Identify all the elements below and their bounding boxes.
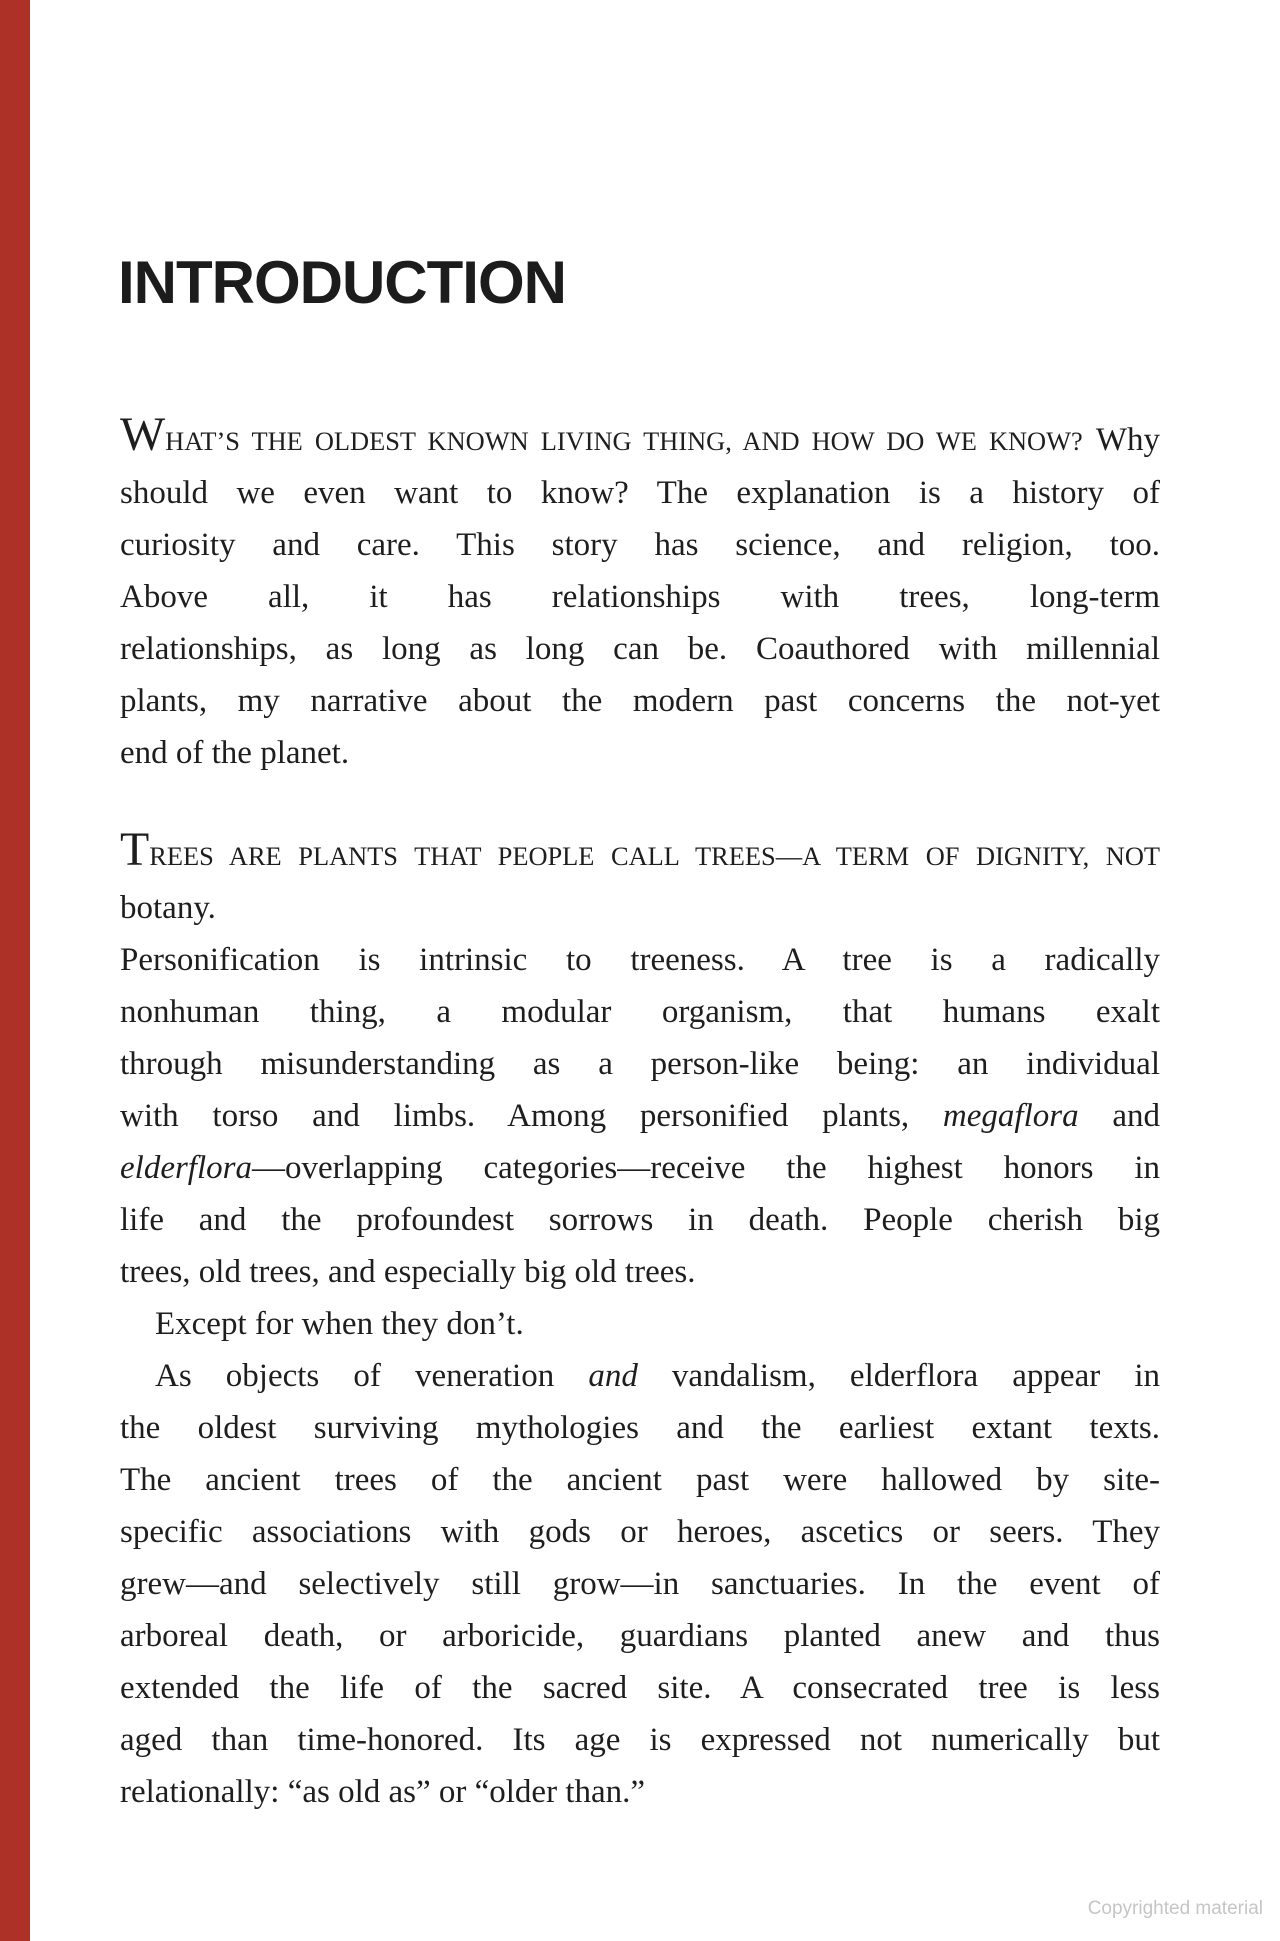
text-run: life and the profoundest sorrows in death. People cherish big (120, 1202, 1160, 1238)
text-line (120, 1506, 1160, 1558)
italic-run: megaflora (942, 1098, 1079, 1134)
text-run: extended the life of the sacred site. A consecrated tree is less (120, 1670, 1160, 1706)
copyright-watermark: Copyrighted material (1087, 1898, 1263, 1919)
text-line (120, 1558, 1160, 1610)
text-run: The ancient trees of the ancient past were hallowed by site- (120, 1462, 1160, 1498)
text-run: —overlapping categories—receive the highest honors in (251, 1150, 1160, 1186)
text-run: aged than time-honored. Its age is expressed not numerically but (120, 1722, 1160, 1758)
text-line (120, 1142, 1160, 1194)
italic-run: elderflora (120, 1150, 252, 1186)
text-run: Except for when they don’t. (155, 1306, 524, 1342)
text-run: with torso and limbs. Among personified plants, (120, 1098, 943, 1134)
text-line (120, 1350, 1160, 1402)
text-line (120, 1766, 1160, 1818)
italic-run: and (588, 1358, 638, 1394)
small-caps-run: HAT’S THE OLDEST KNOWN LIVING THING, AND HOW DO WE KNOW? (165, 426, 1083, 456)
text-run: trees, old trees, and especially big old trees. (120, 1254, 696, 1290)
text-line (120, 571, 1160, 623)
text-line (120, 1610, 1160, 1662)
text-line (120, 1714, 1160, 1766)
text-run: arboreal death, or arboricide, guardians planted anew and thus (120, 1618, 1160, 1654)
text-line (120, 1038, 1160, 1090)
text-line (120, 1298, 1160, 1350)
text-line (120, 409, 1160, 467)
text-line (120, 1090, 1160, 1142)
text-run: the oldest surviving mythologies and the earliest extant texts. (120, 1410, 1160, 1446)
text-run: and (1078, 1098, 1160, 1134)
text-line (120, 986, 1160, 1038)
text-line (120, 1246, 1160, 1298)
text-run: relationally: “as old as” or “older than.” (120, 1774, 646, 1810)
text-line (120, 1454, 1160, 1506)
text-run: botany. (120, 890, 216, 926)
small-caps-run: REES ARE PLANTS THAT PEOPLE CALL TREES—A TERM OF DIGNITY, NOT (149, 841, 1160, 871)
text-block (120, 409, 1160, 1818)
text-run: relationships, as long as long can be. Coauthored with millennial (120, 631, 1160, 667)
text-line (120, 727, 1160, 779)
text-run: Why (1082, 422, 1160, 458)
text-run: Above all, it has relationships with trees, long-term (120, 579, 1160, 615)
text-run: Personification is intrinsic to treeness. A tree is a radically (120, 942, 1160, 978)
text-run: nonhuman thing, a modular organism, that humans exalt (120, 994, 1160, 1030)
text-run: plants, my narrative about the modern past concerns the not-yet (120, 683, 1160, 719)
text-run: curiosity and care. This story has science, and religion, too. (120, 527, 1160, 563)
text-line (120, 623, 1160, 675)
text-line (120, 1662, 1160, 1714)
text-run: As objects of veneration (155, 1358, 589, 1394)
lead-capital: T (120, 823, 150, 876)
chapter-title: INTRODUCTION (118, 249, 566, 316)
text-run: through misunderstanding as a person-like being: an individual (120, 1046, 1160, 1082)
text-run: specific associations with gods or heroes, ascetics or seers. They (120, 1514, 1160, 1550)
book-cover-edge (0, 0, 30, 1941)
text-line (120, 675, 1160, 727)
text-line (120, 1402, 1160, 1454)
text-run: grew—and selectively still grow—in sanctuaries. In the event of (120, 1566, 1160, 1602)
paragraph (120, 1350, 1160, 1818)
text-line (120, 824, 1160, 934)
text-run: end of the planet. (120, 735, 350, 771)
text-run: vandalism, elderflora appear in (637, 1358, 1160, 1394)
text-line (120, 1194, 1160, 1246)
text-run: should we even want to know? The explanation is a history of (120, 475, 1160, 511)
text-line (120, 467, 1160, 519)
paragraph (120, 824, 1160, 1298)
text-line (120, 519, 1160, 571)
text-line (120, 934, 1160, 986)
lead-capital: W (120, 408, 166, 461)
paragraph (120, 409, 1160, 779)
paragraph (120, 1298, 1160, 1350)
